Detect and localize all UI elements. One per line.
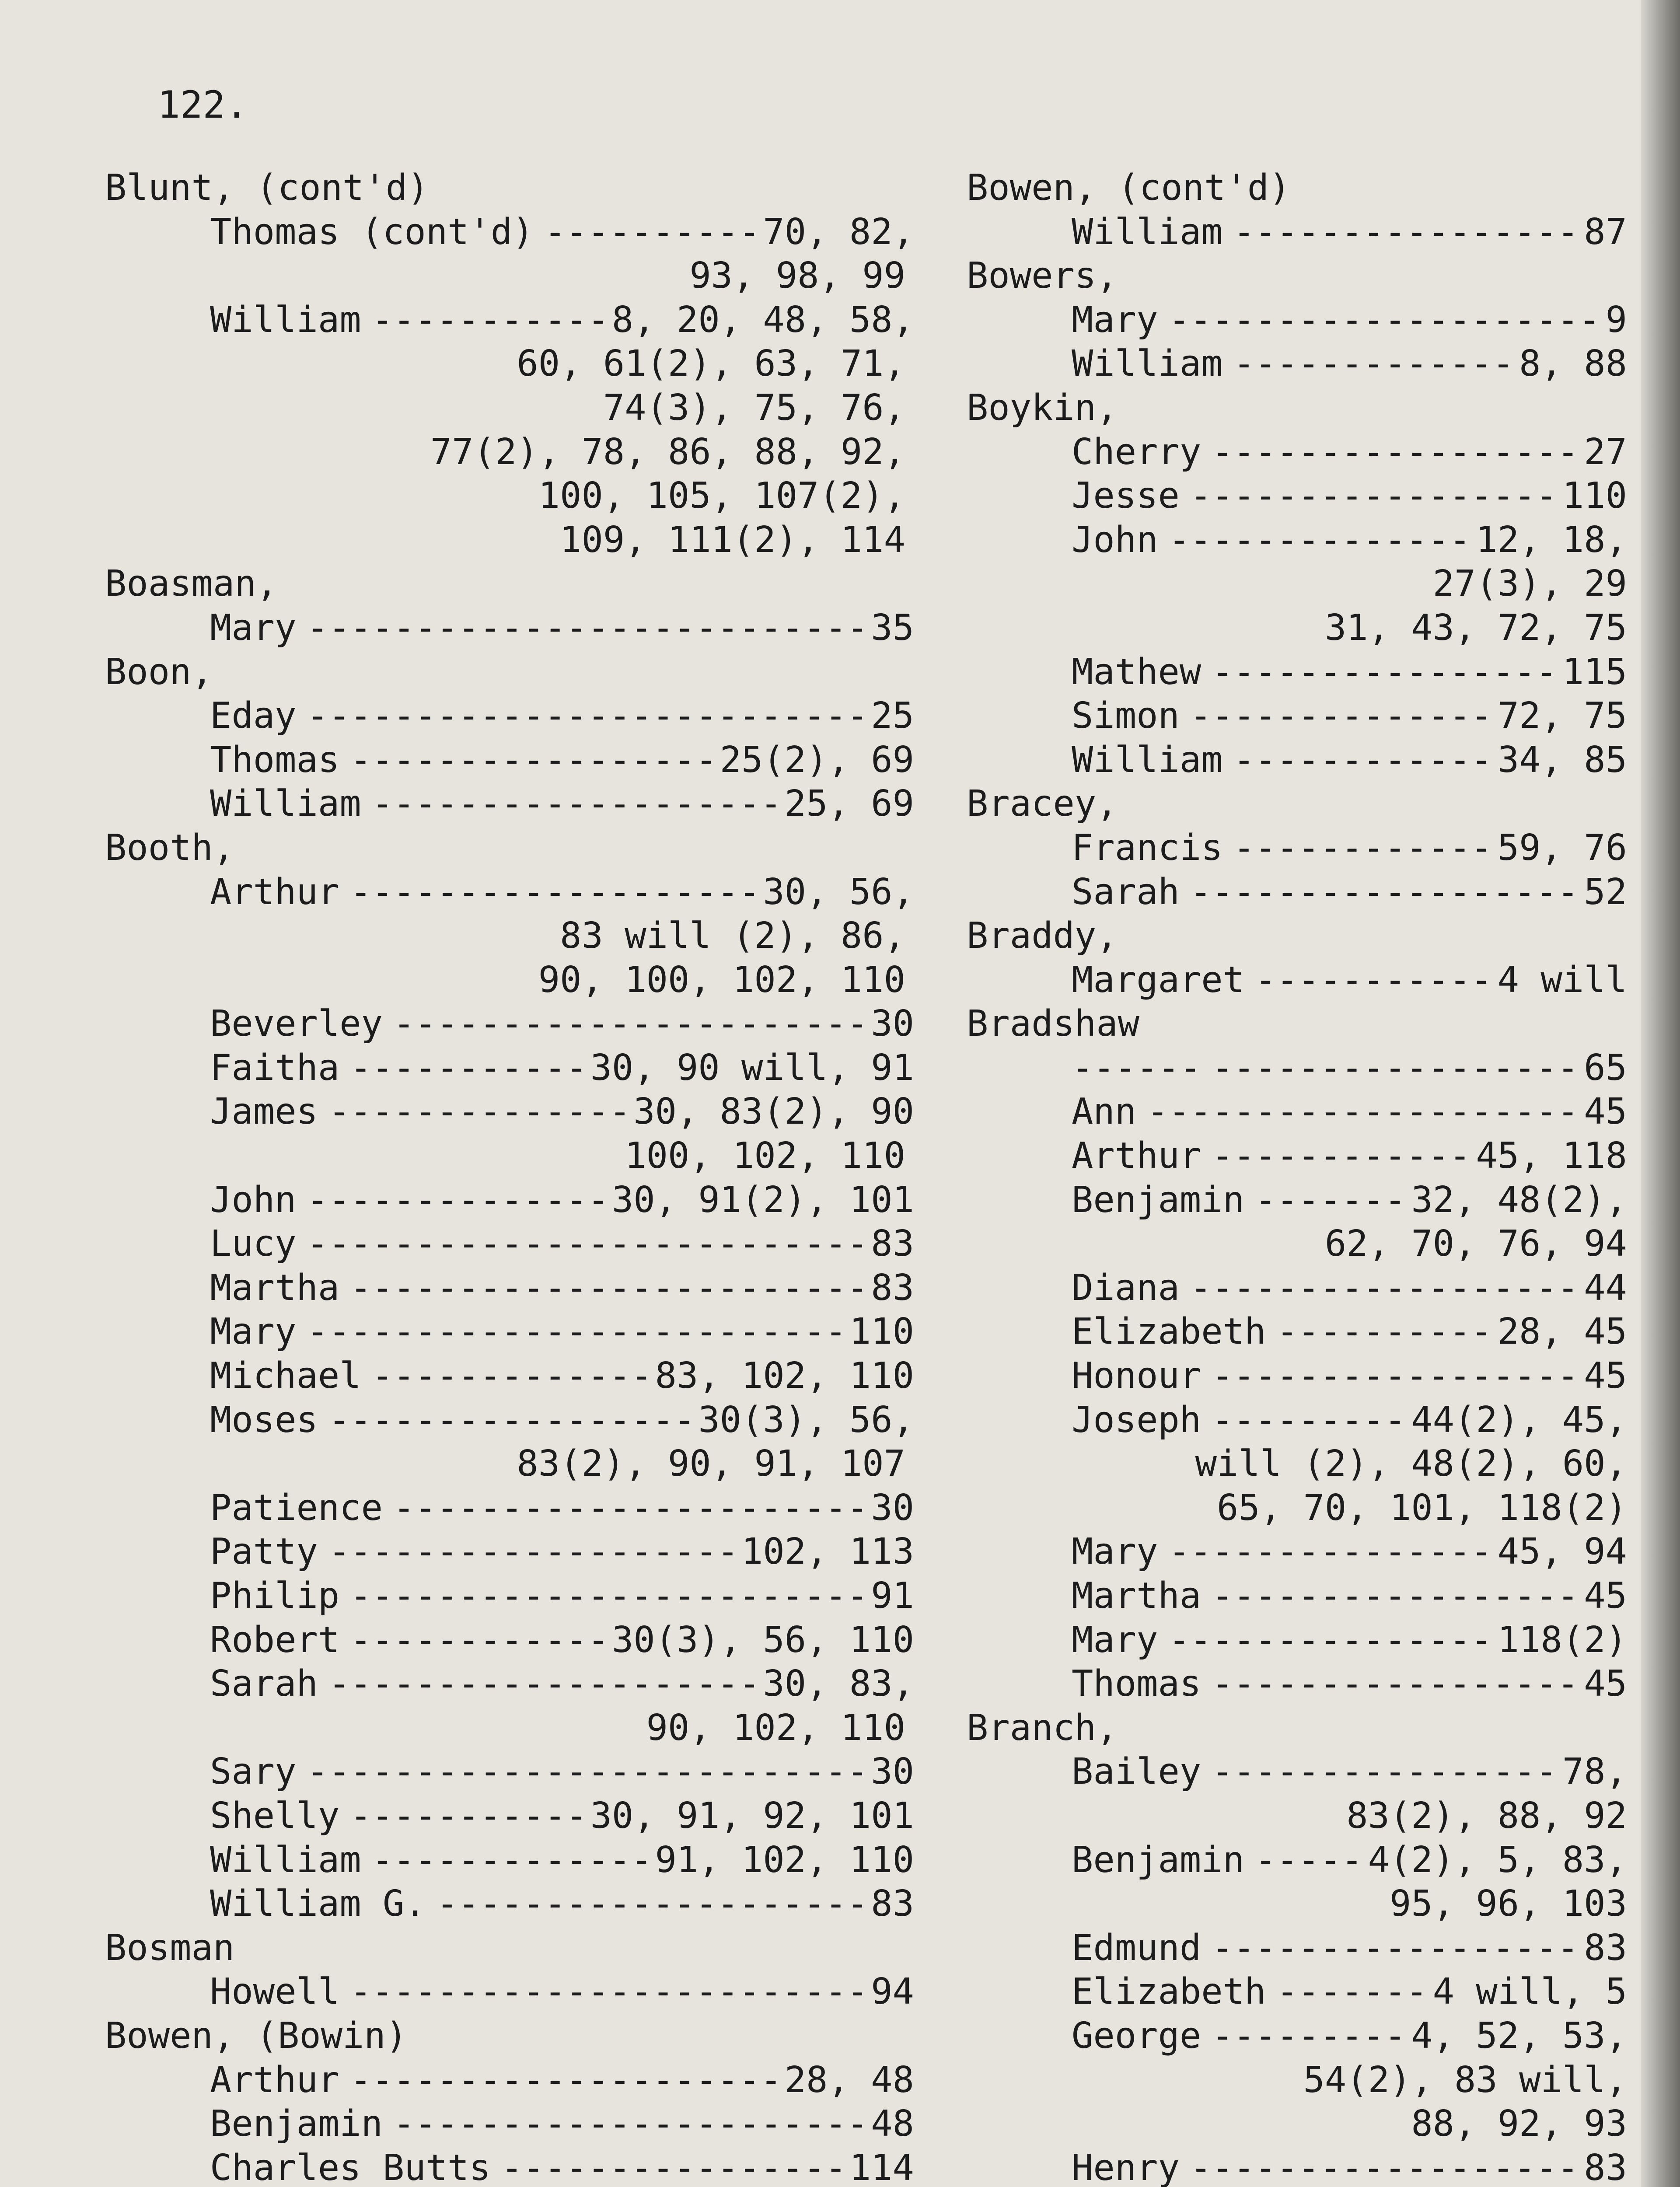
index-entry [967,1926,1627,1970]
page-references: 83 [871,1223,914,1265]
index-entry [105,1310,914,1354]
given-name: Mathew [1072,651,1201,693]
leader-dashes [318,1090,633,1134]
given-name: Martha [1072,1575,1201,1617]
index-entry [967,1046,1627,1090]
given-name: Arthur [210,2059,340,2101]
leader-dashes [1201,650,1562,695]
page-references: 32, 48(2), [1411,1179,1627,1221]
page-references-continued: 93, 98, 99 [689,255,905,297]
index-entry [105,1178,914,1223]
page-references: 30, 90 will, 91 [590,1047,914,1089]
page-references-continued: 60, 61(2), 63, 71, [517,343,905,385]
page-references-continued: 77(2), 78, 86, 88, 92, [430,431,905,473]
leader-dashes [339,1970,871,2014]
index-entry [105,1882,914,1926]
leader-dashes [1180,870,1584,915]
page-references: 83 [871,1267,914,1309]
given-name: Benjamin [210,2103,383,2145]
page-references: 45 [1584,1575,1627,1617]
index-entry [967,1970,1627,2014]
given-name: Mary [210,607,297,649]
index-entry [105,1574,914,1618]
leader-dashes [1180,694,1498,738]
given-name: Robert [210,1619,340,1661]
given-name: Beverley [210,1003,383,1045]
given-name: Michael [210,1355,361,1397]
index-entry [967,1310,1627,1354]
page-references: 45, 118 [1476,1135,1627,1177]
page-references: 30 [871,1487,914,1529]
index-entry [105,1090,914,1134]
given-name: Thomas [210,739,340,781]
leader-dashes [1201,1398,1411,1443]
given-name: Arthur [1072,1135,1201,1177]
page-references-continued: 27(3), 29 [1432,563,1627,605]
given-name: Thomas [1072,1663,1201,1705]
leader-dashes [339,1794,590,1838]
leader-dashes [1244,1178,1411,1223]
index-entry [105,2146,914,2187]
leader-dashes [296,1178,611,1223]
surname-heading: Branch, [967,1707,1118,1749]
leader-dashes [1266,1970,1432,2014]
index-entry [967,1354,1627,1398]
leader-dashes [534,210,763,255]
page-references-continued: 90, 102, 110 [646,1707,905,1749]
index-entry [105,1222,914,1266]
page-references: 28, 45 [1497,1311,1627,1353]
leader-dashes [1201,1354,1584,1398]
page-references: 83, 102, 110 [655,1355,914,1397]
page-references: 30, 56, [763,871,914,913]
page-references: 4(2), 5, 83, [1368,1839,1627,1881]
index-entry [967,694,1627,738]
page-edge-shadow [1641,0,1680,2187]
index-entry [967,650,1627,695]
index-entry [105,1970,914,2014]
page-references: 30, 91, 92, 101 [590,1795,914,1837]
index-entry [105,1794,914,1838]
surname-heading: Boon, [105,651,213,693]
page-references: 30 [871,1003,914,1045]
leader-dashes [1201,1926,1584,1970]
given-name: William [210,299,361,341]
page-references: 44 [1584,1267,1627,1309]
page-references: 44(2), 45, [1411,1399,1627,1441]
given-name: Ann [1072,1091,1137,1133]
index-entry [105,694,914,738]
page-references: 25 [871,695,914,737]
leader-dashes [1180,474,1562,518]
page-references: 8, 88 [1519,343,1627,385]
leader-dashes [1158,1618,1497,1663]
page-references: 4 will, 5 [1432,1971,1627,2013]
leader-dashes [339,2058,785,2103]
index-entry [967,518,1627,562]
given-name: Patience [210,1487,383,1529]
page-references: 52 [1584,871,1627,913]
leader-dashes [426,1882,871,1926]
page-references: 9 [1605,299,1627,341]
page-references: 45 [1584,1355,1627,1397]
page-references-continued: 83(2), 90, 91, 107 [517,1443,905,1485]
page-references: 8, 20, 48, 58, [611,299,914,341]
surname-heading: Bosman [105,1927,235,1969]
page-references: 45 [1584,1663,1627,1705]
page-references: 115 [1562,651,1627,693]
page-references: 110 [849,1311,914,1353]
right-column [967,166,1627,2187]
page-references: 70, 82, [763,211,914,253]
page-references: 78, [1562,1751,1627,1793]
given-name: Mary [1072,299,1158,341]
index-entry [105,1046,914,1090]
leader-dashes [339,1574,871,1618]
leader-dashes [1223,738,1498,783]
index-entry [105,1486,914,1530]
page-references: 91, 102, 110 [655,1839,914,1881]
leader-dashes [1266,1310,1497,1354]
page-references-continued: 62, 70, 76, 94 [1324,1223,1627,1265]
surname-heading: Blunt, (cont'd) [105,167,429,209]
leader-dashes [361,1838,655,1883]
page-references: 94 [871,1971,914,2013]
page-references-continued: 31, 43, 72, 75 [1324,607,1627,649]
leader-dashes [1201,430,1584,475]
page-references-continued: 88, 92, 93 [1411,2103,1627,2145]
index-entry [967,2146,1627,2187]
given-name: Elizabeth [1072,1971,1266,2013]
page-references: 83 [1584,1927,1627,1969]
index-entry [967,1178,1627,1223]
index-entry [967,474,1627,518]
leader-dashes [1223,342,1519,386]
surname-heading: Booth, [105,827,235,869]
given-name: Bailey [1072,1751,1201,1793]
given-name: Arthur [210,871,340,913]
leader-dashes [318,1662,763,1706]
index-entry [967,430,1627,475]
given-name: Patty [210,1531,318,1573]
given-name: Jesse [1072,475,1180,517]
page-references: 72, 75 [1497,695,1627,737]
given-name: Diana [1072,1267,1180,1309]
surname-heading: Bowen, (cont'd) [967,167,1291,209]
leader-dashes [1201,1750,1562,1794]
given-name: Moses [210,1399,318,1441]
page-references: 4, 52, 53, [1411,2015,1627,2057]
given-name: Henry [1072,2147,1180,2187]
page-references: 65 [1584,1047,1627,1089]
index-entry [105,1354,914,1398]
given-name: Sarah [1072,871,1180,913]
page-references-continued: 90, 100, 102, 110 [538,959,905,1001]
given-name: Cherry [1072,431,1201,473]
given-name: Howell [210,1971,340,2013]
given-name: Faitha [210,1047,340,1089]
leader-dashes [1244,958,1498,1003]
index-entry [967,1750,1627,1794]
given-name: John [210,1179,297,1221]
leader-dashes [1244,1838,1368,1883]
surname-heading: Bowen, (Bowin) [105,2015,408,2057]
index-entry [967,1134,1627,1178]
given-name: Charles Butts [210,2147,491,2187]
index-entry [967,1530,1627,1574]
index-entry [967,1618,1627,1663]
page-references: 25, 69 [784,783,914,825]
given-name: Francis [1072,827,1223,869]
given-name: Shelly [210,1795,340,1837]
leader-dashes [296,1222,871,1266]
page-references-continued: 54(2), 83 will, [1303,2059,1627,2101]
index-entry [105,1002,914,1046]
index-entry [967,870,1627,915]
given-name: Lucy [210,1223,297,1265]
page-references: 28, 48 [784,2059,914,2101]
index-entry [105,1266,914,1310]
page-references: 12, 18, [1476,519,1627,561]
index-entry [967,2014,1627,2058]
leader-dashes [491,2146,849,2187]
leader-dashes [339,1618,612,1663]
page-references-continued: 83 will (2), 86, [560,915,905,957]
page-references: 83 [1584,2147,1627,2187]
given-name: Sarah [210,1663,318,1705]
index-entry [105,2058,914,2103]
given-name: William [210,1839,361,1881]
leader-dashes [1223,210,1584,255]
given-name: William [210,783,361,825]
leader-dashes [296,1750,871,1794]
given-name: Joseph [1072,1399,1201,1441]
index-entry [967,958,1627,1003]
leader-dashes [361,298,612,342]
leader-dashes [1201,1134,1476,1178]
surname-heading: Braddy, [967,915,1118,957]
given-name: William G. [210,1883,426,1925]
index-entry [967,826,1627,870]
page-references: 118(2) [1497,1619,1627,1661]
page-references: 45 [1584,1091,1627,1133]
index-entry [105,1618,914,1663]
page-references: 4 will [1497,959,1627,1001]
surname-heading: Bracey, [967,783,1118,825]
leader-dashes [1136,1090,1584,1134]
page-references: 30, 83, [763,1663,914,1705]
index-entry [967,210,1627,255]
page-references: 110 [1562,475,1627,517]
page-references: 102, 113 [741,1531,914,1573]
page-references: 59, 76 [1497,827,1627,869]
index-entry [967,1838,1627,1883]
page-references: 30 [871,1751,914,1793]
leader-dashes [318,1530,741,1574]
given-name: Benjamin [1072,1179,1244,1221]
index-entry [105,1530,914,1574]
given-name: Margaret [1072,959,1244,1001]
page-references: 45, 94 [1497,1531,1627,1573]
leader-dashes [339,870,763,915]
page-references: 48 [871,2103,914,2145]
given-name: John [1072,519,1158,561]
given-name: Honour [1072,1355,1201,1397]
page-references-continued: 109, 111(2), 114 [560,519,905,561]
leader-dashes [318,1398,698,1443]
leader-dashes [1223,826,1498,870]
leader-dashes [1180,2146,1584,2187]
leader-dashes [1201,1574,1584,1618]
index-entry [967,1090,1627,1134]
index-entry [105,1750,914,1794]
page-references: 34, 85 [1497,739,1627,781]
given-name: Mary [1072,1619,1158,1661]
index-entry [967,1398,1627,1443]
leader-dashes [1201,1046,1584,1090]
given-name: Philip [210,1575,340,1617]
leader-dashes [1180,1266,1584,1310]
given-name: Thomas (cont'd) [210,211,534,253]
leader-dashes [1201,1662,1584,1706]
surname-heading: Bowers, [967,255,1118,297]
leader-dashes [361,1354,655,1398]
leader-dashes [296,1310,849,1354]
leader-dashes [383,1002,871,1046]
page-number: 122. [157,83,248,127]
index-entry [967,1662,1627,1706]
given-name: Elizabeth [1072,1311,1266,1353]
page-references-continued: 74(3), 75, 76, [603,387,905,429]
index-entry [967,738,1627,783]
given-name: ------ [1072,1047,1201,1089]
page-references: 30, 83(2), 90 [633,1091,914,1133]
leader-dashes [339,1046,590,1090]
page-references: 114 [849,2147,914,2187]
page-references-continued: 95, 96, 103 [1389,1883,1627,1925]
index-entry [105,738,914,783]
page-references: 35 [871,607,914,649]
surname-heading: Boasman, [105,563,278,605]
leader-dashes [1201,2014,1411,2058]
given-name: George [1072,2015,1201,2057]
given-name: William [1072,211,1223,253]
leader-dashes [1158,518,1476,562]
given-name: Mary [1072,1531,1158,1573]
given-name: Simon [1072,695,1180,737]
leader-dashes [339,1266,871,1310]
index-entry [967,1266,1627,1310]
given-name: Mary [210,1311,297,1353]
given-name: James [210,1091,318,1133]
index-entry [967,298,1627,342]
page-references-continued: 65, 70, 101, 118(2) [1217,1487,1627,1529]
page-references: 83 [871,1883,914,1925]
leader-dashes [361,782,785,826]
page-references: 25(2), 69 [720,739,914,781]
given-name: William [1072,739,1223,781]
page-references: 30(3), 56, 110 [611,1619,914,1661]
index-entry [105,210,914,255]
leader-dashes [296,694,871,738]
surname-heading: Bradshaw [967,1003,1139,1045]
leader-dashes [1158,298,1605,342]
index-entry [105,870,914,915]
given-name: Eday [210,695,297,737]
index-entry [105,1838,914,1883]
leader-dashes [1158,1530,1497,1574]
given-name: Sary [210,1751,297,1793]
index-entry [105,2102,914,2146]
page-references-continued: will (2), 48(2), 60, [1195,1443,1627,1485]
index-entry [967,1574,1627,1618]
index-entry [105,1662,914,1706]
index-entry [105,782,914,826]
page-references: 91 [871,1575,914,1617]
page-references: 30(3), 56, [698,1399,914,1441]
index-entry [967,342,1627,386]
given-name: Benjamin [1072,1839,1244,1881]
given-name: Martha [210,1267,340,1309]
leader-dashes [383,1486,871,1530]
leader-dashes [383,2102,871,2146]
page-references: 30, 91(2), 101 [611,1179,914,1221]
page-references-continued: 83(2), 88, 92 [1346,1795,1627,1837]
leader-dashes [296,606,871,650]
page-references: 87 [1584,211,1627,253]
given-name: William [1072,343,1223,385]
surname-heading: Boykin, [967,387,1118,429]
given-name: Edmund [1072,1927,1201,1969]
left-column [105,166,914,2187]
leader-dashes [339,738,720,783]
page-references: 27 [1584,431,1627,473]
index-entry [105,606,914,650]
page-references-continued: 100, 105, 107(2), [538,475,905,517]
index-entry [105,298,914,342]
page-references-continued: 100, 102, 110 [625,1135,905,1177]
index-entry [105,1398,914,1443]
